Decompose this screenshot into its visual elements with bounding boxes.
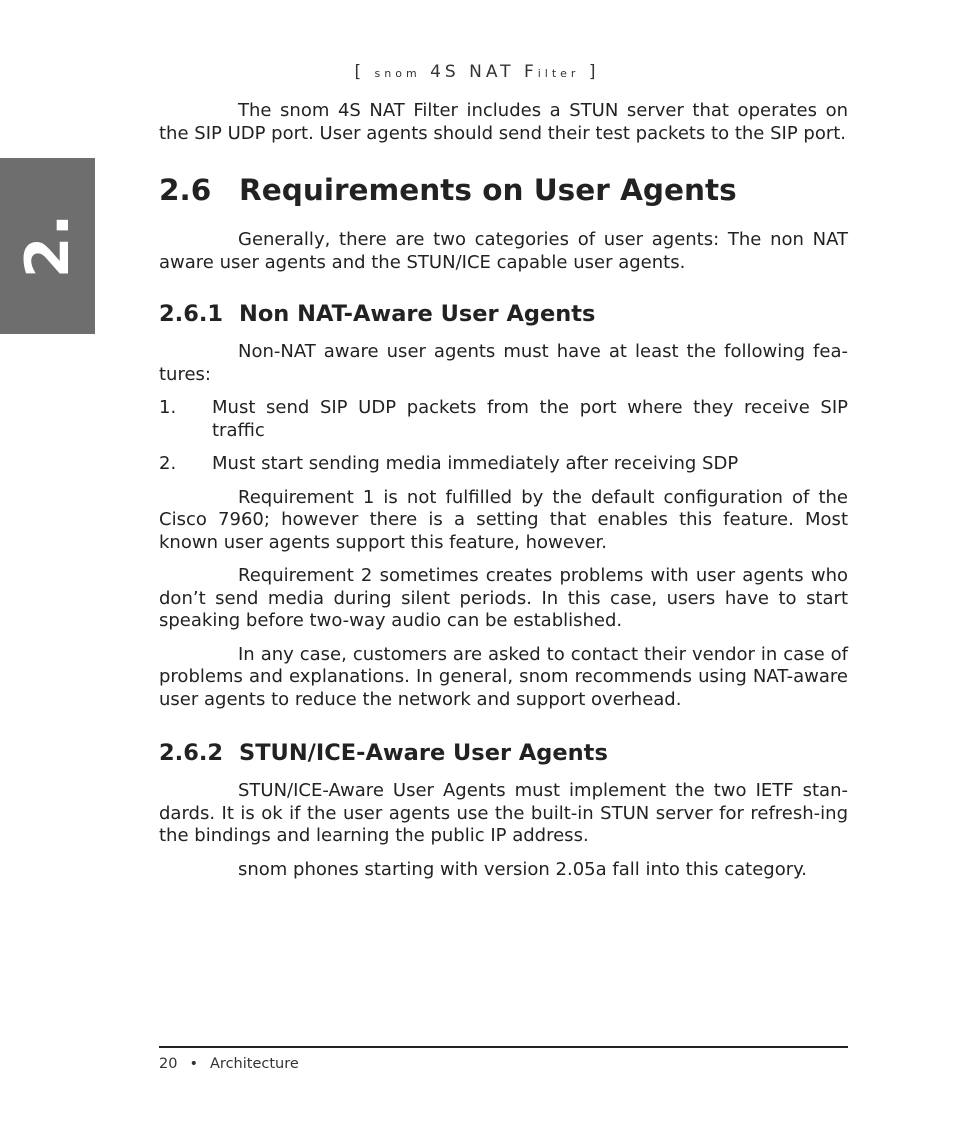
list-item [159,453,848,476]
bracket-close: ] [588,62,600,82]
subsection-2-paragraph: snom phones starting with version 2.05a fall into this category. [238,858,807,880]
brand-name: snom [374,67,421,80]
subsection-1-paragraph: In any case, customers are asked to contact their vendor in case of problems and explanations. In general, snom recommends using NAT-aware user agents to reduce the network and support overhead. [159,643,848,710]
subsection-2-heading [159,739,848,767]
subsection-1-title: Non NAT-Aware User Agents [239,301,596,327]
subsection-1-paragraph: Requirement 1 is not fulfilled by the default configuration of the Cisco 7960; however there is a setting that enables this feature. Most known user agents support this feature, however. [159,486,848,553]
chapter-number: 2. [13,213,83,279]
subsection-1-paragraph: Requirement 2 sometimes creates problems with user agents who don’t send media during silent periods. In this case, users have to start speaking before two-way audio can be established. [159,565,848,631]
subsection-2-number: 2.6.2 [159,740,224,766]
page-number: 20 [159,1056,178,1072]
list-text: Must send SIP UDP packets from the port where they receive SIP traffic [212,397,848,441]
list-marker: 1. [159,397,177,418]
page-content [159,100,848,881]
list-item [159,397,848,442]
product-name: 4S NAT [430,62,515,82]
section-paragraph: Generally, there are two categories of user agents: The non NAT aware user agents and the STUN/ICE capable user agents. [159,229,848,273]
intro-paragraph: The snom 4S NAT Filter includes a STUN server that operates on the SIP UDP port. User agents should send their test packets to the SIP port. [159,100,848,144]
subsection-2-title: STUN/ICE-Aware User Agents [239,740,608,766]
running-head [0,62,954,82]
subsection-1-number: 2.6.1 [159,301,224,327]
section-title: Requirements on User Agents [239,173,737,207]
footer-separator: • [189,1056,199,1072]
page-footer [159,1056,299,1072]
list-marker: 2. [159,453,177,474]
subsection-1-intro: Non-NAT aware user agents must have at least the following fea-tures: [159,341,848,385]
filter-rest: ilter [537,67,580,80]
bracket-open: [ [354,62,366,82]
subsection-2-paragraph: STUN/ICE-Aware User Agents must implement the two IETF stan-dards. It is ok if the user agents use the built-in STUN server for refresh-ing the bindings and learning the public IP address. [159,780,848,846]
filter-initial: F [523,62,538,82]
list-text: Must start sending media immediately after receiving SDP [212,453,739,474]
footer-rule [159,1046,848,1048]
chapter-tab [0,158,95,334]
subsection-1-heading [159,300,848,328]
section-heading [159,172,848,208]
section-number: 2.6 [159,173,212,207]
footer-chapter: Architecture [210,1056,299,1072]
